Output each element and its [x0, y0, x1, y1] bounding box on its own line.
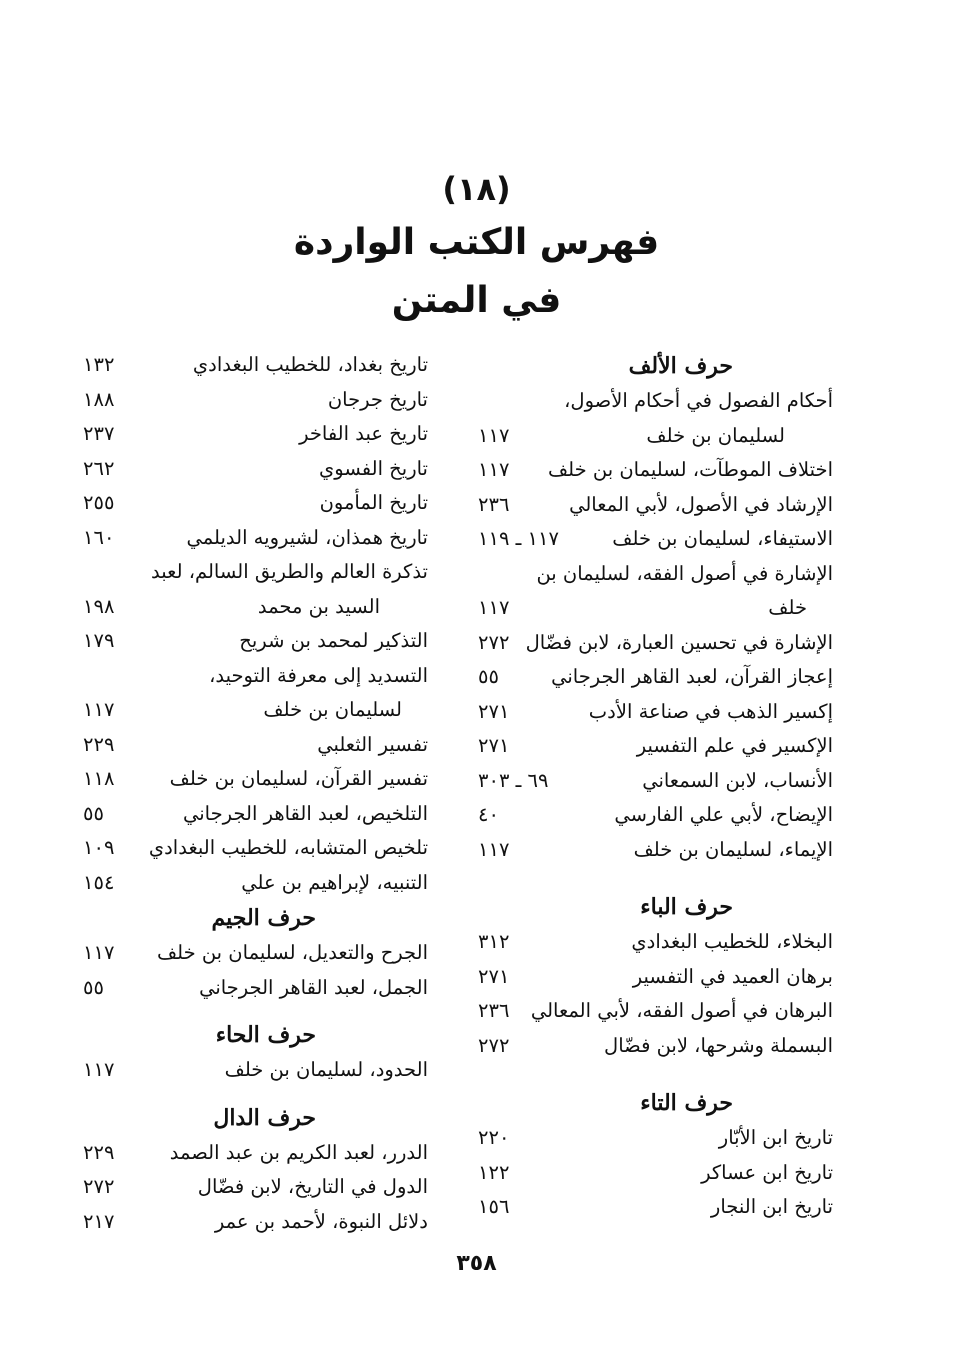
index-entry: الجمل، لعبد القاهر الجرجاني ٥٥: [83, 975, 428, 999]
index-entry: تاريخ الفسوي ٢٦٢: [83, 456, 428, 480]
spacer: [478, 1063, 833, 1085]
spacer: [83, 1005, 428, 1017]
index-entry: تاريخ ابن النجار ١٥٦: [478, 1195, 833, 1218]
index-entry: تاريخ بغداد، للخطيب البغدادي ١٣٢: [83, 353, 428, 376]
index-entry: الجرح والتعديل، لسليمان بن خلف ١١٧: [83, 941, 428, 964]
index-entry: الإيماء، لسليمان بن خلف ١١٧: [478, 837, 833, 861]
index-entry: برهان العميد في التفسير ٢٧١: [478, 964, 833, 988]
index-entry: الإكسير في علم التفسير ٢٧١: [478, 734, 833, 757]
page-title-line2: في المتن: [391, 280, 562, 321]
index-entry: البسملة وشرحها، لابن فضّال ٢٧٢: [478, 1033, 833, 1057]
index-entry: دلائل النبوة، لأحمد بن عمر ٢١٧: [83, 1209, 428, 1233]
index-entry: التسديد إلى معرفة التوحيد،: [209, 663, 428, 687]
index-entry: التذكير لمحمد بن شريح ١٧٩: [83, 629, 428, 652]
index-entry: الإيضاح، لأبي علي الفارسي ٤٠: [478, 803, 833, 826]
spacer: [478, 867, 833, 889]
index-column-right: [478, 348, 833, 1225]
index-entry: لسليمان بن خلف ١١٧: [478, 423, 785, 447]
index-entry: تاريخ ابن الأبّار ٢٢٠: [478, 1126, 833, 1149]
index-entry: تفسير القرآن، لسليمان بن خلف ١١٨: [83, 767, 428, 790]
index-entry: الاستيفاء، لسليمان بن خلف ١١٧ ـ ١١٩: [478, 527, 833, 550]
index-entry: تاريخ جرجان ١٨٨: [83, 387, 428, 411]
section-header: حرف الجيم: [211, 905, 316, 931]
section-header: حرف الحاء: [215, 1022, 316, 1048]
section-header: حرف الدال: [213, 1104, 316, 1131]
section-number: (١٨): [442, 170, 511, 208]
index-entry: الدول في التاريخ، لابن فضّال ٢٧٢: [83, 1175, 428, 1198]
index-entry: تلخيص المتشابه، للخطيب البغدادي ١٠٩: [83, 836, 428, 859]
index-entry: لسليمان بن خلف ١١٧: [83, 698, 402, 721]
index-entry: تاريخ المأمون ٢٥٥: [83, 491, 428, 514]
index-entry: تاريخ همذان، لشيرويه الديلمي ١٦٠: [83, 525, 428, 549]
index-entry: الإرشاد في الأصول، لأبي المعالي ٢٣٦: [478, 492, 833, 516]
index-entry: التنبيه، لإبراهيم بن علي ١٥٤: [83, 870, 428, 894]
index-entry: الإشارة في تحسين العبارة، لابن فضّال ٢٧٢: [478, 630, 833, 654]
index-entry: البخلاء، للخطيب البغدادي ٣١٢: [478, 930, 833, 953]
index-entry: الأنساب، لابن السمعاني ٦٩ ـ ٣٠٣: [478, 768, 833, 792]
spacer: [83, 1088, 428, 1100]
index-entry: إعجاز القرآن، لعبد القاهر الجرجاني ٥٥: [478, 665, 833, 688]
index-entry: تاريخ ابن عساكر ١٢٢: [478, 1160, 833, 1184]
index-entry: تذكرة العالم والطريق السالم، لعبد: [151, 560, 428, 583]
index-entry: السيد بن محمد ١٩٨: [83, 594, 380, 618]
index-entry: التلخيص، لعبد القاهر الجرجاني ٥٥: [83, 801, 428, 825]
page-title-line1: فهرس الكتب الواردة: [293, 222, 660, 263]
page-number: ٣٥٨: [456, 1251, 497, 1276]
index-entry: اختلاف الموطآت، لسليمان بن خلف ١١٧: [478, 458, 833, 481]
index-entry: تفسير الثعلبي ٢٢٩: [83, 732, 428, 756]
index-entry: الدرر، لعبد الكريم بن عبد الصمد ٢٢٩: [83, 1140, 428, 1164]
index-column-left: [83, 348, 428, 1239]
index-entry: الإشارة في أصول الفقه، لسليمان بن: [536, 561, 833, 585]
index-entry: إكسير الذهب في صناعة الأدب ٢٧١: [478, 699, 833, 723]
index-entry: خلف ١١٧: [478, 596, 807, 619]
index-entry: أحكام الفصول في أحكام الأصول،: [564, 389, 833, 412]
index-entry: الحدود، لسليمان بن خلف ١١٧: [83, 1058, 428, 1081]
section-header: حرف الألف: [628, 353, 733, 379]
index-entry: البرهان في أصول الفقه، لأبي المعالي ٢٣٦: [478, 999, 833, 1022]
index-entry: تاريخ عبد الفاخر ٢٣٧: [83, 422, 428, 445]
section-header: حرف الباء: [640, 894, 733, 920]
section-header: حرف التاء: [640, 1090, 733, 1116]
